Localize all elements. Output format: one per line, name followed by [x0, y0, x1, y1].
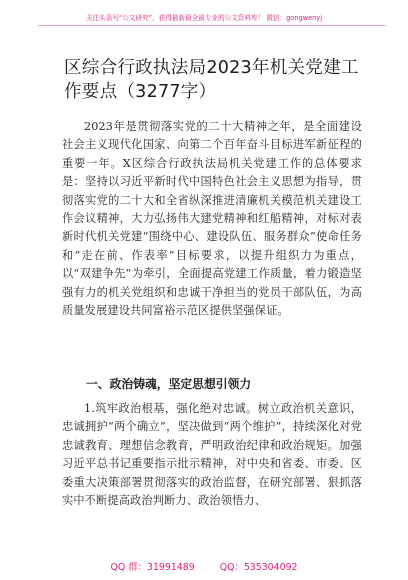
body-paragraph: 1.筑牢政治根基，强化绝对忠诚。树立政治机关意识，忠诚拥护“两个确立”，坚决做到“两个维护”，持续深化对党忠诚教育、理想信念教育，严明政治纪律和政治规矩。加强习近平总书记重要指示批示精神，对中央和省委、市委、区委重大决策部署贯彻落实的政治监督，在研究部署、狠抓落实中不断提高政治判断力、政治领悟力、 — [62, 402, 362, 508]
document-title: 区综合行政执法局2023年机关党建工作要点（3277字） — [64, 58, 359, 102]
footer-contact — [0, 559, 408, 573]
header-divider — [38, 25, 386, 26]
section-heading: 一、政治铸魂，坚定思想引领力 — [86, 377, 252, 391]
footer-qq-group: QQ 群：31991489 — [110, 562, 195, 573]
header-banner: 关注头条号“公文研究”，获得最新最全最专业的公文资料库！ 微信：gongwenyj — [85, 14, 323, 22]
intro-paragraph: 2023年是贯彻落实党的二十大精神之年，是全面建设社会主义现代化国家、向第二个百年奋斗目标进军新征程的重要一年。X区综合行政执法局机关党建工作的总体要求是：坚持以习近平新时代中国特色社会主义思想为指导，贯彻落实党的二十大和全省纵深推进清廉机关模范机关建设工作会议精神，大力弘扬伟大建党精神和红船精神，对标对表新时代机关党建“围绕中心、建设队伍、服务群众”使命任务和“走在前、作表率”目标要求，以提升组织力为重点，以“双建争先”为牵引，全面提高党建工作质量，着力锻造坚强有力的机关党组织和忠诚干净担当的党员干部队伍，为高质量发展建设共同富裕示范区提供坚强保证。 — [62, 120, 362, 318]
footer-qq: QQ：535304092 — [219, 562, 298, 573]
